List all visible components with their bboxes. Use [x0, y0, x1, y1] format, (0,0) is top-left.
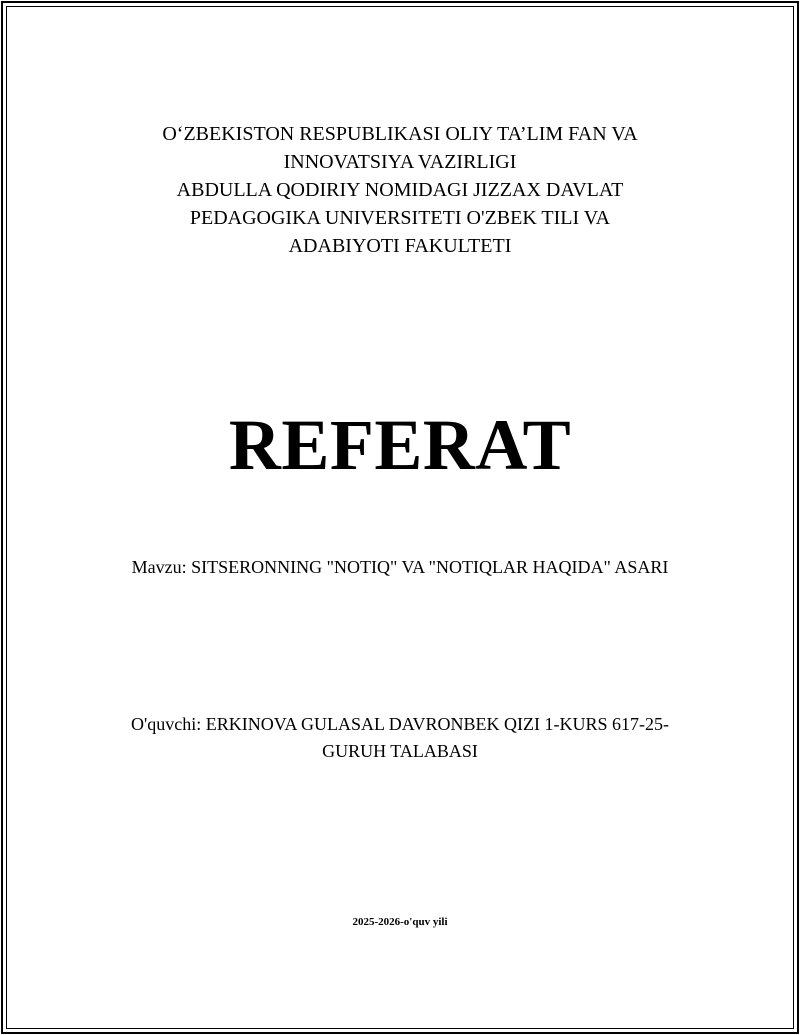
header-line: INNOVATSIYA VAZIRLIGI	[283, 151, 517, 173]
header-line: O‘ZBEKISTON RESPUBLIKASI OLIY TA’LIM FAN VA	[162, 123, 638, 145]
academic-year: 2025-2026-o'quv yili	[352, 916, 448, 928]
student-line: O'quvchi: ERKINOVA GULASAL DAVRONBEK QIZI 1-KURS 617-25-	[131, 714, 669, 734]
header-line: ABDULLA QODIRIY NOMIDAGI JIZZAX DAVLAT	[176, 179, 624, 201]
student-line: GURUH TALABASI	[322, 741, 478, 761]
header-line: ADABIYOTI FAKULTETI	[288, 235, 512, 257]
institution-header	[0, 120, 800, 260]
document-title: REFERAT	[228, 405, 572, 485]
student-info	[0, 711, 800, 765]
header-line: PEDAGOGIKA UNIVERSITETI O'ZBEK TILI VA	[189, 207, 611, 229]
topic-line: Mavzu: SITSERONNING "NOTIQ" VA "NOTIQLAR HAQIDA" ASARI	[131, 557, 669, 577]
